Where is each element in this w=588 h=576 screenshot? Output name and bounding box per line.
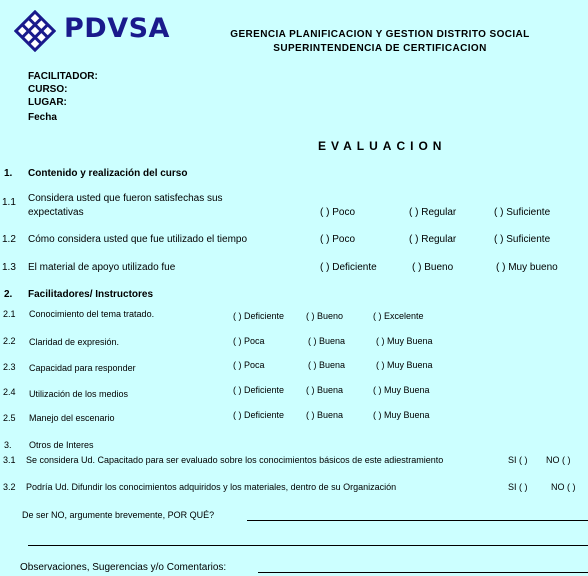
section-1-title: Contenido y realización del curso: [28, 168, 188, 179]
porque-answer-line-2[interactable]: [28, 545, 588, 546]
question-1-3-number: 1.3: [2, 262, 16, 273]
porque-answer-line[interactable]: [247, 520, 588, 521]
option-buena[interactable]: ( ) Buena: [308, 336, 346, 346]
question-1-1-number: 1.1: [2, 197, 16, 208]
section-1-number: 1.: [4, 168, 13, 179]
option-poca[interactable]: ( ) Poca: [233, 360, 265, 370]
porque-label: De ser NO, argumente brevemente, POR QUÉ?: [22, 510, 215, 520]
question-2-2-text: Claridad de expresión.: [29, 337, 120, 347]
option-muy-bueno[interactable]: ( ) Muy bueno: [496, 262, 558, 273]
question-2-3-number: 2.3: [3, 362, 16, 372]
facilitador-label: FACILITADOR:: [28, 71, 98, 82]
option-buena[interactable]: ( ) Buena: [306, 385, 344, 395]
fecha-label: Fecha: [28, 112, 57, 123]
option-deficiente[interactable]: ( ) Deficiente: [320, 262, 377, 273]
option-suficiente[interactable]: ( ) Suficiente: [494, 234, 551, 245]
question-2-5-number: 2.5: [3, 413, 16, 423]
option-deficiente[interactable]: ( ) Deficiente: [233, 385, 285, 395]
question-1-1-text: Considera usted que fueron satisfechas sus: [28, 193, 223, 204]
observaciones-label: Observaciones, Sugerencias y/o Comentarios:: [20, 562, 227, 573]
option-si[interactable]: SI ( ): [508, 455, 528, 465]
option-suficiente[interactable]: ( ) Suficiente: [494, 207, 551, 218]
header-line-1: GERENCIA PLANIFICACION Y GESTION DISTRITO SOCIAL: [230, 29, 530, 40]
section-2-title: Facilitadores/ Instructores: [28, 289, 154, 300]
question-3-1-text: Se considera Ud. Capacitado para ser evaluado sobre los conocimientos básicos de este adiestramiento: [26, 455, 444, 465]
option-deficiente[interactable]: ( ) Deficiente: [233, 410, 285, 420]
question-3-2-number: 3.2: [3, 482, 16, 492]
page-title: EVALUACION: [318, 139, 447, 153]
question-1-2-text: Cómo considera usted que fue utilizado el tiempo: [28, 234, 248, 245]
question-2-4-text: Utilización de los medios: [29, 389, 129, 399]
option-buena[interactable]: ( ) Buena: [306, 410, 344, 420]
question-3-2-text: Podría Ud. Difundir los conocimientos adquiridos y los materiales, dentro de su Organización: [26, 482, 397, 492]
question-1-1-text-line2: expectativas: [28, 207, 84, 218]
option-muy-buena[interactable]: ( ) Muy Buena: [376, 360, 433, 370]
option-poco[interactable]: ( ) Poco: [320, 234, 356, 245]
section-3-title: Otros de Interes: [29, 440, 94, 450]
option-no[interactable]: NO ( ): [551, 482, 576, 492]
question-2-5-text: Manejo del escenario: [29, 413, 115, 423]
option-poco[interactable]: ( ) Poco: [320, 207, 356, 218]
question-2-1-number: 2.1: [3, 309, 16, 319]
option-deficiente[interactable]: ( ) Deficiente: [233, 311, 285, 321]
question-2-2-number: 2.2: [3, 336, 16, 346]
option-poca[interactable]: ( ) Poca: [233, 336, 265, 346]
logo-text: PDVSA: [64, 13, 170, 44]
question-1-3-text: El material de apoyo utilizado fue: [28, 262, 176, 273]
curso-label: CURSO:: [28, 84, 68, 95]
observaciones-answer-line[interactable]: [258, 572, 588, 573]
option-bueno[interactable]: ( ) Bueno: [306, 311, 344, 321]
section-2-number: 2.: [4, 289, 13, 300]
header-line-2: SUPERINTENDENCIA DE CERTIFICACION: [273, 43, 487, 54]
lugar-label: LUGAR:: [28, 97, 67, 108]
pdvsa-logo: [14, 10, 56, 52]
option-buena[interactable]: ( ) Buena: [308, 360, 346, 370]
question-2-4-number: 2.4: [3, 387, 16, 397]
question-2-1-text: Conocimiento del tema tratado.: [29, 309, 155, 319]
section-3-number: 3.: [4, 440, 12, 450]
question-2-3-text: Capacidad para responder: [29, 363, 136, 373]
pdvsa-logo-icon: [14, 10, 56, 52]
option-muy-buena[interactable]: ( ) Muy Buena: [373, 385, 430, 395]
option-muy-buena[interactable]: ( ) Muy Buena: [373, 410, 430, 420]
option-muy-buena[interactable]: ( ) Muy Buena: [376, 336, 433, 346]
option-si[interactable]: SI ( ): [508, 482, 528, 492]
option-excelente[interactable]: ( ) Excelente: [373, 311, 424, 321]
option-regular[interactable]: ( ) Regular: [409, 207, 457, 218]
option-bueno[interactable]: ( ) Bueno: [412, 262, 454, 273]
question-1-2-number: 1.2: [2, 234, 16, 245]
option-regular[interactable]: ( ) Regular: [409, 234, 457, 245]
option-no[interactable]: NO ( ): [546, 455, 571, 465]
question-3-1-number: 3.1: [3, 455, 16, 465]
